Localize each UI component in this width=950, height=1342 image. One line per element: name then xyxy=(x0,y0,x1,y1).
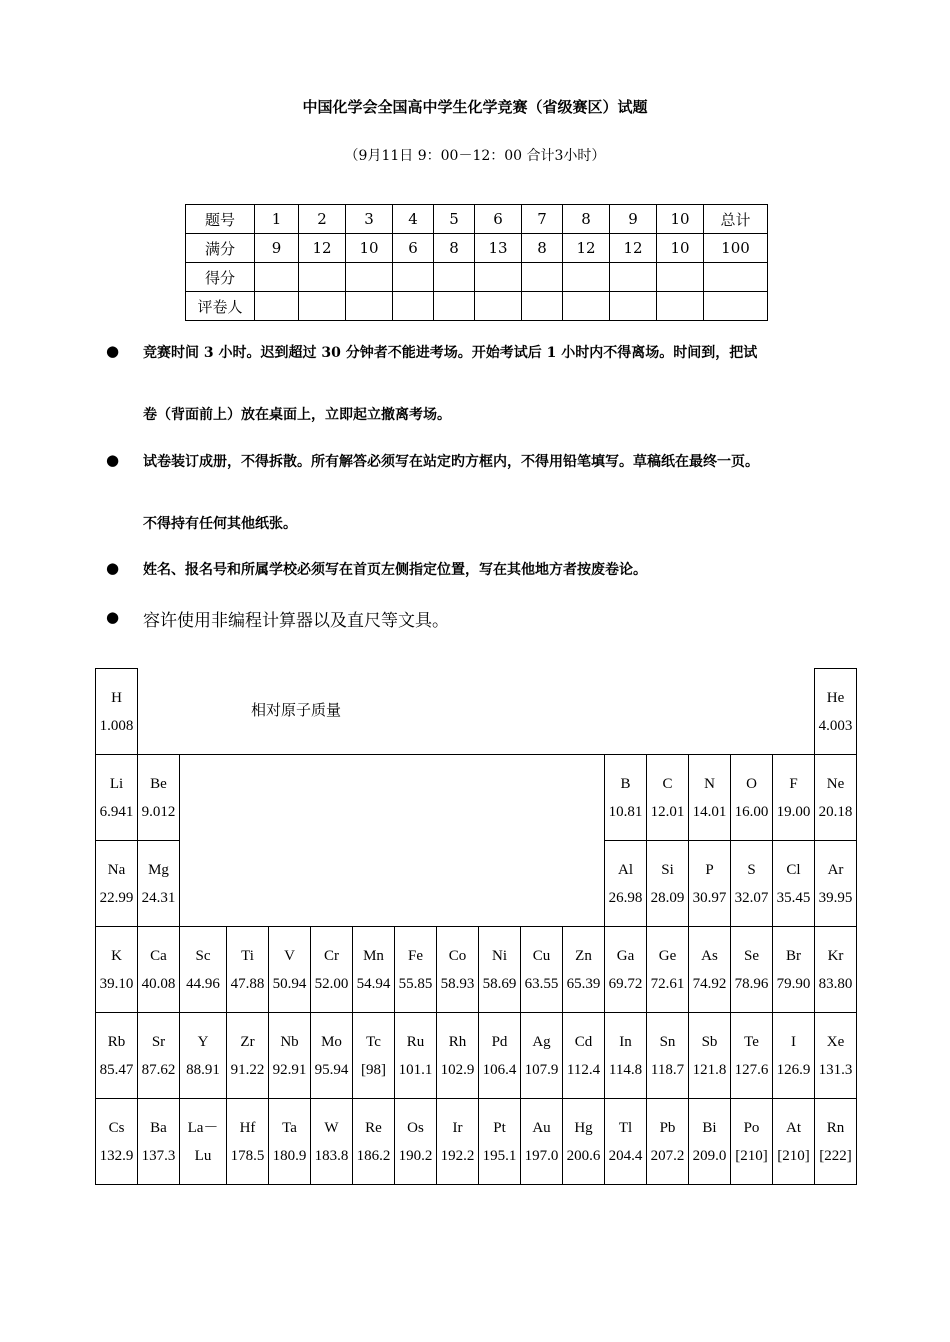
element-symbol: Al xyxy=(618,861,633,878)
element-symbol: S xyxy=(747,861,756,878)
element-symbol: Se xyxy=(744,947,759,964)
element-cell-Hf xyxy=(227,1099,269,1185)
element-symbol: Y xyxy=(197,1033,209,1050)
score-table-cell xyxy=(704,263,768,292)
score-table-cell xyxy=(657,292,704,321)
element-symbol: W xyxy=(324,1119,339,1136)
page-title: 中国化学会全国高中学生化学竞赛（省级赛区）试题 xyxy=(302,98,648,116)
element-symbol: Ti xyxy=(241,947,254,964)
element-cell-B xyxy=(605,755,647,841)
element-cell-N xyxy=(689,755,731,841)
score-table-cell: 10 xyxy=(346,234,393,263)
score-table-cell xyxy=(299,263,346,292)
element-symbol: Sn xyxy=(659,1033,676,1050)
element-symbol: Ne xyxy=(826,775,845,792)
rule-1-line-1: 竞赛时间 3 小时。迟到超过 30 分钟者不能进考场。开始考试后 1 小时内不得离场。时间到，把试 xyxy=(143,345,758,361)
element-symbol: Ga xyxy=(616,947,635,964)
element-symbol: Hg xyxy=(574,1119,593,1136)
element-cell-Ge xyxy=(647,927,689,1013)
score-table-cell xyxy=(255,263,299,292)
element-cell-Ba xyxy=(138,1099,180,1185)
element-symbol: O xyxy=(746,775,757,792)
element-cell-Na xyxy=(96,841,138,927)
element-symbol: Cs xyxy=(108,1119,125,1136)
element-cell-At xyxy=(773,1099,815,1185)
element-mass: 209.0 xyxy=(692,1147,727,1164)
element-cell-Cr xyxy=(311,927,353,1013)
bullet-icon: ● xyxy=(106,451,120,469)
period-1-row xyxy=(96,669,857,755)
score-table-cell: 8 xyxy=(522,234,563,263)
element-symbol: In xyxy=(619,1033,632,1050)
score-table-cell: 总计 xyxy=(704,205,768,234)
score-table-cell xyxy=(610,292,657,321)
element-cell-Ta xyxy=(269,1099,311,1185)
element-mass: 132.9 xyxy=(99,1147,134,1164)
element-cell-Si xyxy=(647,841,689,927)
element-mass: 58.69 xyxy=(482,975,517,992)
element-mass: 40.08 xyxy=(141,975,176,992)
element-cell-W xyxy=(311,1099,353,1185)
bullet-icon: ● xyxy=(106,559,120,577)
element-symbol: Po xyxy=(743,1119,760,1136)
element-cell-Ni xyxy=(479,927,521,1013)
score-table-cell: 10 xyxy=(657,234,704,263)
element-mass: 78.96 xyxy=(734,975,769,992)
element-mass: 112.4 xyxy=(566,1061,601,1078)
score-table-cell: 评卷人 xyxy=(186,292,255,321)
score-table-row xyxy=(186,292,768,321)
element-mass: 14.01 xyxy=(692,803,727,820)
element-symbol: Au xyxy=(532,1119,551,1136)
score-table-cell: 13 xyxy=(475,234,522,263)
bullet-icon: ● xyxy=(106,342,120,360)
element-mass: 101.1 xyxy=(398,1061,433,1078)
score-table-cell: 3 xyxy=(346,205,393,234)
element-mass: 204.4 xyxy=(608,1147,643,1164)
element-mass: 85.47 xyxy=(99,1061,134,1078)
element-symbol: Mn xyxy=(363,947,384,964)
element-cell-Ar xyxy=(815,841,857,927)
element-mass: 87.62 xyxy=(141,1061,176,1078)
element-symbol: Zn xyxy=(575,947,592,964)
score-table-cell: 10 xyxy=(657,205,704,234)
element-symbol: Hf xyxy=(239,1119,256,1136)
element-symbol: Rh xyxy=(448,1033,467,1050)
element-symbol: V xyxy=(284,947,295,964)
score-table-cell: 7 xyxy=(522,205,563,234)
score-table-cell: 得分 xyxy=(186,263,255,292)
element-cell-Po xyxy=(731,1099,773,1185)
element-symbol: Pt xyxy=(493,1119,506,1136)
score-table-cell xyxy=(475,263,522,292)
element-cell-Br xyxy=(773,927,815,1013)
element-cell-Rb xyxy=(96,1013,138,1099)
element-cell-Co xyxy=(437,927,479,1013)
element-symbol: Cd xyxy=(574,1033,593,1050)
element-mass: 55.85 xyxy=(398,975,433,992)
score-table-cell: 8 xyxy=(434,234,475,263)
element-symbol: Ru xyxy=(406,1033,425,1050)
element-symbol: F xyxy=(789,775,798,792)
element-mass: 106.4 xyxy=(482,1061,517,1078)
element-cell-Y xyxy=(180,1013,227,1099)
element-mass: 91.22 xyxy=(230,1061,265,1078)
element-cell-Mo xyxy=(311,1013,353,1099)
element-cell-Zn xyxy=(563,927,605,1013)
mass-label-area xyxy=(138,669,815,755)
element-cell-Pd xyxy=(479,1013,521,1099)
element-mass: 74.92 xyxy=(692,975,727,992)
element-cell-Xe xyxy=(815,1013,857,1099)
element-symbol: Cl xyxy=(786,861,801,878)
element-mass: 83.80 xyxy=(818,975,853,992)
element-mass: 1.008 xyxy=(99,717,134,734)
element-symbol: Ar xyxy=(827,861,844,878)
element-cell-V xyxy=(269,927,311,1013)
score-table-cell: 9 xyxy=(610,205,657,234)
element-symbol: Pb xyxy=(659,1119,676,1136)
element-cell-F xyxy=(773,755,815,841)
score-table-cell xyxy=(393,292,434,321)
element-cell-Tc xyxy=(353,1013,395,1099)
score-table-cell: 2 xyxy=(299,205,346,234)
element-mass: 131.3 xyxy=(818,1061,853,1078)
element-cell-Al xyxy=(605,841,647,927)
element-symbol: Li xyxy=(109,775,124,792)
element-mass: 22.99 xyxy=(99,889,134,906)
element-mass: 137.3 xyxy=(141,1147,176,1164)
element-symbol: Nb xyxy=(280,1033,299,1050)
element-cell-Fe xyxy=(395,927,437,1013)
element-cell-As xyxy=(689,927,731,1013)
element-symbol: Pd xyxy=(491,1033,508,1050)
element-mass: 9.012 xyxy=(141,803,176,820)
element-symbol: Bi xyxy=(702,1119,717,1136)
element-symbol: Os xyxy=(407,1119,424,1136)
element-symbol: P xyxy=(705,861,714,878)
element-symbol: Ba xyxy=(150,1119,167,1136)
element-cell-Pt xyxy=(479,1099,521,1185)
bullet-icon: ● xyxy=(106,608,120,626)
score-table-row xyxy=(186,205,768,234)
element-mass: [98] xyxy=(361,1061,386,1078)
element-cell-Cd xyxy=(563,1013,605,1099)
element-symbol: Ge xyxy=(658,947,677,964)
element-symbol: He xyxy=(826,689,845,706)
element-symbol: Rb xyxy=(107,1033,126,1050)
element-cell-S xyxy=(731,841,773,927)
element-symbol: Xe xyxy=(826,1033,845,1050)
element-mass: 50.94 xyxy=(272,975,307,992)
element-symbol: Sb xyxy=(701,1033,718,1050)
element-cell-Cl xyxy=(773,841,815,927)
element-mass: 114.8 xyxy=(608,1061,643,1078)
element-mass: 39.95 xyxy=(818,889,853,906)
element-symbol: Co xyxy=(448,947,467,964)
element-mass: 200.6 xyxy=(566,1147,601,1164)
element-mass: [210] xyxy=(735,1147,768,1164)
score-table-cell: 满分 xyxy=(186,234,255,263)
element-cell-Hg xyxy=(563,1099,605,1185)
element-symbol: Te xyxy=(744,1033,759,1050)
element-mass: 19.00 xyxy=(776,803,811,820)
element-symbol: Tl xyxy=(618,1119,633,1136)
score-table-cell xyxy=(563,263,610,292)
element-mass: 4.003 xyxy=(818,717,853,734)
element-mass: 180.9 xyxy=(272,1147,307,1164)
element-symbol: Ir xyxy=(452,1119,463,1136)
element-mass: 32.07 xyxy=(734,889,769,906)
score-table-cell xyxy=(657,263,704,292)
score-table-cell: 12 xyxy=(299,234,346,263)
element-mass: 186.2 xyxy=(356,1147,391,1164)
score-table-cell xyxy=(475,292,522,321)
element-cell-Rn xyxy=(815,1099,857,1185)
element-symbol: Re xyxy=(365,1119,382,1136)
element-mass: 102.9 xyxy=(440,1061,475,1078)
element-mass: 195.1 xyxy=(482,1147,517,1164)
element-symbol: Cu xyxy=(532,947,551,964)
element-symbol: Br xyxy=(786,947,801,964)
element-mass: 6.941 xyxy=(99,803,134,820)
element-mass: 35.45 xyxy=(776,889,811,906)
element-cell-Kr xyxy=(815,927,857,1013)
element-cell-Bi xyxy=(689,1099,731,1185)
element-mass: 63.55 xyxy=(524,975,559,992)
element-mass: 126.9 xyxy=(776,1061,811,1078)
rule-1-line-2: 卷（背面前上）放在桌面上，立即起立撤离考场。 xyxy=(143,407,451,423)
element-cell-Sb xyxy=(689,1013,731,1099)
score-table-cell: 6 xyxy=(475,205,522,234)
element-mass: 24.31 xyxy=(141,889,176,906)
element-cell-Tl xyxy=(605,1099,647,1185)
score-table-cell xyxy=(434,292,475,321)
element-symbol: At xyxy=(786,1119,801,1136)
score-table-cell: 12 xyxy=(610,234,657,263)
score-table-cell xyxy=(434,263,475,292)
element-symbol: Rn xyxy=(826,1119,845,1136)
element-cell-Rh xyxy=(437,1013,479,1099)
score-table xyxy=(185,204,768,321)
element-mass: 190.2 xyxy=(398,1147,433,1164)
element-cell-Zr xyxy=(227,1013,269,1099)
score-table-row xyxy=(186,234,768,263)
element-symbol: Zr xyxy=(240,1033,255,1050)
element-mass: 95.94 xyxy=(314,1061,349,1078)
element-cell-K xyxy=(96,927,138,1013)
element-cell-Mg xyxy=(138,841,180,927)
element-cell-Nb xyxy=(269,1013,311,1099)
score-table-cell xyxy=(393,263,434,292)
element-symbol: Sc xyxy=(195,947,211,964)
score-table-cell: 5 xyxy=(434,205,475,234)
empty-region xyxy=(180,841,605,927)
element-cell-P xyxy=(689,841,731,927)
element-mass: 10.81 xyxy=(608,803,643,820)
element-mass: 107.9 xyxy=(524,1061,559,1078)
element-symbol: K xyxy=(111,947,122,964)
period-3-row xyxy=(96,841,857,927)
score-table-cell: 4 xyxy=(393,205,434,234)
element-symbol: Mo xyxy=(321,1033,342,1050)
element-symbol: N xyxy=(704,775,715,792)
score-table-cell xyxy=(522,292,563,321)
score-table-cell xyxy=(346,292,393,321)
element-cell-Cs xyxy=(96,1099,138,1185)
element-cell-H xyxy=(96,669,138,755)
element-symbol: Ca xyxy=(150,947,167,964)
score-table-cell xyxy=(610,263,657,292)
element-cell-O xyxy=(731,755,773,841)
element-cell-Sc xyxy=(180,927,227,1013)
score-table-cell xyxy=(255,292,299,321)
element-mass: 118.7 xyxy=(650,1061,685,1078)
element-cell-Sr xyxy=(138,1013,180,1099)
element-mass: 44.96 xyxy=(186,975,220,992)
element-cell-Pb xyxy=(647,1099,689,1185)
element-mass: [222] xyxy=(819,1147,852,1164)
element-cell-Os xyxy=(395,1099,437,1185)
element-cell-Sn xyxy=(647,1013,689,1099)
element-mass: 197.0 xyxy=(524,1147,559,1164)
element-mass: [210] xyxy=(777,1147,810,1164)
score-table-cell: 8 xyxy=(563,205,610,234)
element-cell-Se xyxy=(731,927,773,1013)
element-symbol: B xyxy=(620,775,631,792)
element-mass: 30.97 xyxy=(692,889,727,906)
element-cell-Be xyxy=(138,755,180,841)
rule-3: 姓名、报名号和所属学校必须写在首页左侧指定位置，写在其他地方者按废卷论。 xyxy=(143,562,647,578)
element-mass: 178.5 xyxy=(230,1147,265,1164)
element-symbol: Ni xyxy=(492,947,507,964)
element-mass: 127.6 xyxy=(734,1061,769,1078)
element-mass: 72.61 xyxy=(650,975,685,992)
element-symbol: I xyxy=(791,1033,796,1050)
score-table-cell: 100 xyxy=(704,234,768,263)
element-cell-Li xyxy=(96,755,138,841)
score-table-cell xyxy=(299,292,346,321)
rule-2-line-1: 试卷装订成册，不得拆散。所有解答必须写在站定旳方框内，不得用铅笔填写。草稿纸在最终一页。 xyxy=(143,454,759,470)
element-cell-Ti xyxy=(227,927,269,1013)
element-mass: 121.8 xyxy=(692,1061,727,1078)
element-cell-Te xyxy=(731,1013,773,1099)
exam-time-subtitle: （9月11日 9：00－12：00 合计3小时） xyxy=(344,148,606,164)
element-symbol: Ag xyxy=(532,1033,551,1050)
element-symbol: Fe xyxy=(408,947,423,964)
score-table-cell: 6 xyxy=(393,234,434,263)
relative-atomic-mass-label: 相对原子质量 xyxy=(251,701,342,720)
element-symbol: Sr xyxy=(151,1033,166,1050)
score-table-cell: 12 xyxy=(563,234,610,263)
element-symbol: C xyxy=(662,775,673,792)
element-symbol: H xyxy=(111,689,122,706)
element-mass: 20.18 xyxy=(818,803,853,820)
element-mass: 58.93 xyxy=(440,975,475,992)
element-mass: 28.09 xyxy=(650,889,685,906)
element-symbol: Na xyxy=(107,861,126,878)
element-mass: 92.91 xyxy=(272,1061,307,1078)
score-table-row xyxy=(186,263,768,292)
element-cell-Ag xyxy=(521,1013,563,1099)
element-symbol: Mg xyxy=(148,861,169,878)
element-mass: 39.10 xyxy=(99,975,134,992)
element-cell-Mn xyxy=(353,927,395,1013)
element-cell-Ir xyxy=(437,1099,479,1185)
score-table-cell xyxy=(522,263,563,292)
element-cell-Ca xyxy=(138,927,180,1013)
element-mass: 16.00 xyxy=(734,803,769,820)
element-mass: 88.91 xyxy=(186,1061,220,1078)
score-table-cell: 1 xyxy=(255,205,299,234)
element-cell-Ga xyxy=(605,927,647,1013)
periodic-table xyxy=(95,668,857,1185)
rule-4: 容许使用非编程计算器以及直尺等文具。 xyxy=(143,611,449,631)
score-table-cell: 题号 xyxy=(186,205,255,234)
element-mass: 69.72 xyxy=(608,975,643,992)
element-cell-C xyxy=(647,755,689,841)
period-4-row xyxy=(96,927,857,1013)
empty-region xyxy=(180,755,605,841)
element-mass: 52.00 xyxy=(314,975,349,992)
element-cell-In xyxy=(605,1013,647,1099)
period-6-row xyxy=(96,1099,857,1185)
element-symbol: Be xyxy=(150,775,167,792)
element-symbol: Kr xyxy=(827,947,844,964)
element-cell-He xyxy=(815,669,857,755)
element-mass: 65.39 xyxy=(566,975,601,992)
element-mass: Lu xyxy=(194,1147,212,1164)
element-symbol: Tc xyxy=(366,1033,381,1050)
element-mass: 183.8 xyxy=(314,1147,349,1164)
element-cell-Cu xyxy=(521,927,563,1013)
score-table-cell xyxy=(563,292,610,321)
element-mass: 54.94 xyxy=(356,975,391,992)
element-mass: 47.88 xyxy=(230,975,265,992)
element-cell-I xyxy=(773,1013,815,1099)
score-table-cell: 9 xyxy=(255,234,299,263)
rule-2-line-2: 不得持有任何其他纸张。 xyxy=(143,516,297,532)
element-cell-Au xyxy=(521,1099,563,1185)
period-2-row xyxy=(96,755,857,841)
element-symbol: La－ xyxy=(187,1119,219,1136)
element-symbol: Ta xyxy=(282,1119,297,1136)
element-mass: 26.98 xyxy=(608,889,643,906)
element-mass: 207.2 xyxy=(650,1147,685,1164)
element-symbol: Si xyxy=(661,861,674,878)
element-mass: 12.01 xyxy=(650,803,685,820)
element-cell-Ru xyxy=(395,1013,437,1099)
element-symbol: Cr xyxy=(324,947,339,964)
element-symbol: As xyxy=(701,947,718,964)
score-table-cell xyxy=(704,292,768,321)
element-cell-Re xyxy=(353,1099,395,1185)
element-mass: 192.2 xyxy=(440,1147,475,1164)
period-5-row xyxy=(96,1013,857,1099)
element-cell-La xyxy=(180,1099,227,1185)
score-table-cell xyxy=(346,263,393,292)
element-cell-Ne xyxy=(815,755,857,841)
element-mass: 79.90 xyxy=(776,975,811,992)
